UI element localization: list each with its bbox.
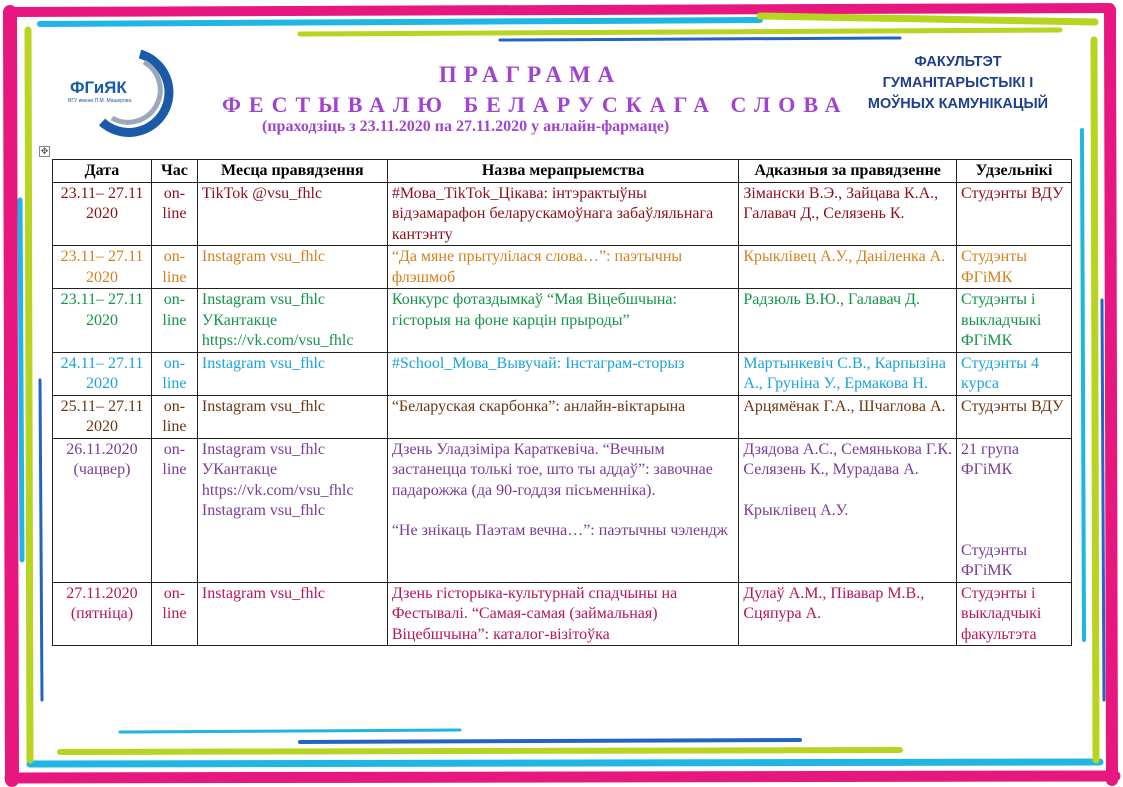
cell-event: Конкурс фотаздымкаў “Мая Віцебшчына: гісторыя на фоне карцін прыроды” <box>387 289 739 353</box>
cell-place: Instagram vsu_fhlc <box>197 395 387 438</box>
cell-date: 26.11.2020 (чацвер) <box>53 438 152 582</box>
header-responsible: Адказныя за правядзенне <box>739 160 957 183</box>
cell-time: on-line <box>151 289 197 353</box>
cell-time: on-line <box>151 246 197 289</box>
cell-event: Дзень гісторыка-культурнай спадчыны на Фестывалі. “Самая-самая (займальная) Віцебшчына”: каталог-візітоўка <box>387 582 739 646</box>
table-row <box>53 352 1072 395</box>
table-move-handle-icon[interactable]: ✥ <box>40 146 49 156</box>
cell-event: “Да мяне прытулілася слова…”: паэтычны флэшмоб <box>387 246 739 289</box>
page-subtitle: ФЕСТЫВАЛЮ БЕЛАРУСКАГА СЛОВА <box>222 92 849 117</box>
cell-date: 25.11– 27.11 2020 <box>53 395 152 438</box>
cell-responsible: Арцямёнак Г.А., Шчаглова А. <box>739 395 957 438</box>
logo-subtitle: ВГУ имени П.М. Машерова <box>68 98 132 104</box>
cell-date: 23.11– 27.11 2020 <box>53 182 152 246</box>
event-first: Дзень Уладзіміра Караткевіча. “Вечным застанецца толькі тое, што ты аддаў”: завочнае падарожжа (да 90-годдзя пісьменніка). <box>391 440 713 499</box>
cell-responsible: Зімански В.Э., Зайцава К.А., Галавач Д., Селязень К. <box>739 182 957 246</box>
cell-time: on-line <box>151 352 197 395</box>
cell-participants: Студэнты і выкладчыкі факультэта <box>957 582 1072 646</box>
cell-event <box>387 438 739 582</box>
faculty-line-1: ФАКУЛЬТЭТ <box>914 54 1002 70</box>
participants-second: Студэнты ФГіМК <box>961 541 1027 579</box>
place-first: Instagram vsu_fhlc УКантакце https://vk.com/vsu_fhlc <box>201 440 354 499</box>
cell-responsible: Радзюль В.Ю., Галавач Д. <box>739 289 957 353</box>
header-time: Час <box>151 160 197 183</box>
program-table <box>52 159 1072 646</box>
cell-responsible: Мартынкевіч С.В., Карпызіна А., Груніна У., Ермакова Н. <box>739 352 957 395</box>
cell-time: on-line <box>151 182 197 246</box>
faculty-line-3: МОЎНЫХ КАМУНІКАЦЫЙ <box>867 96 1049 112</box>
cell-time: on-line <box>151 582 197 646</box>
event-second: “Не знікаць Паэтам вечна…”: паэтычны чэлендж <box>391 522 728 539</box>
cell-time: on-line <box>151 395 197 438</box>
cell-participants: Студэнты 4 курса <box>957 352 1072 395</box>
cell-responsible <box>739 438 957 582</box>
header-event: Назва мерапрыемства <box>387 160 739 183</box>
cell-participants: Студэнты ВДУ <box>957 395 1072 438</box>
date-range-note: (праходзіць з 23.11.2020 па 27.11.2020 у анлайн-фармаце) <box>262 118 670 135</box>
cell-place: Instagram vsu_fhlc <box>197 352 387 395</box>
cell-event: “Беларуская скарбонка”: анлайн-віктарына <box>387 395 739 438</box>
faculty-name <box>838 52 1078 115</box>
table-header-row <box>53 160 1072 183</box>
cell-date: 27.11.2020 (пятніца) <box>53 582 152 646</box>
cell-responsible: Дулаў А.М., Півавар М.В., Сцяпура А. <box>739 582 957 646</box>
cell-participants: Студэнты і выкладчыкі ФГіМК <box>957 289 1072 353</box>
header-date: Дата <box>53 160 152 183</box>
table-row <box>53 582 1072 646</box>
cell-date: 23.11– 27.11 2020 <box>53 246 152 289</box>
table-row <box>53 395 1072 438</box>
cell-place <box>197 438 387 582</box>
place-second: Instagram vsu_fhlc <box>201 502 325 519</box>
table-row <box>53 182 1072 246</box>
responsible-first: Дзядова А.С., Семянькова Г.К. Селязень К., Мурадава А. <box>743 440 952 478</box>
header-participants: Удзельнікі <box>957 160 1072 183</box>
cell-responsible: Крыклівец А.У., Даніленка А. <box>739 246 957 289</box>
table-row <box>53 438 1072 582</box>
cell-place: TikTok @vsu_fhlc <box>197 182 387 246</box>
header-place: Месца правядзення <box>197 160 387 183</box>
cell-participants <box>957 438 1072 582</box>
responsible-second: Крыклівец А.У. <box>743 501 849 519</box>
cell-event: #School_Мова_Вывучай: Інстаграм-сторыз <box>387 352 739 395</box>
participants-first: 21 група ФГіМК <box>961 440 1020 478</box>
cell-time: on-line <box>151 438 197 582</box>
page-title: ПРАГРАМА <box>438 62 622 87</box>
cell-place: Instagram vsu_fhlc <box>197 246 387 289</box>
cell-place: Instagram vsu_fhlc УКантакце https://vk.com/vsu_fhlc <box>197 289 387 353</box>
cell-date: 24.11– 27.11 2020 <box>53 352 152 395</box>
cell-participants: Студэнты ВДУ <box>957 182 1072 246</box>
cell-place: Instagram vsu_fhlc <box>197 582 387 646</box>
table-row <box>53 289 1072 353</box>
faculty-line-2: ГУМАНІТАРЫСТЫКІ І <box>882 75 1034 91</box>
logo-text: ФГиЯК <box>70 78 127 97</box>
cell-date: 23.11– 27.11 2020 <box>53 289 152 353</box>
table-row <box>53 246 1072 289</box>
cell-event: #Мова_TikTok_Цікава: інтэрактыўны відэамарафон беларускамоўнага забаўляльнага кантэнту <box>387 182 739 246</box>
cell-participants: Студэнты ФГіМК <box>957 246 1072 289</box>
